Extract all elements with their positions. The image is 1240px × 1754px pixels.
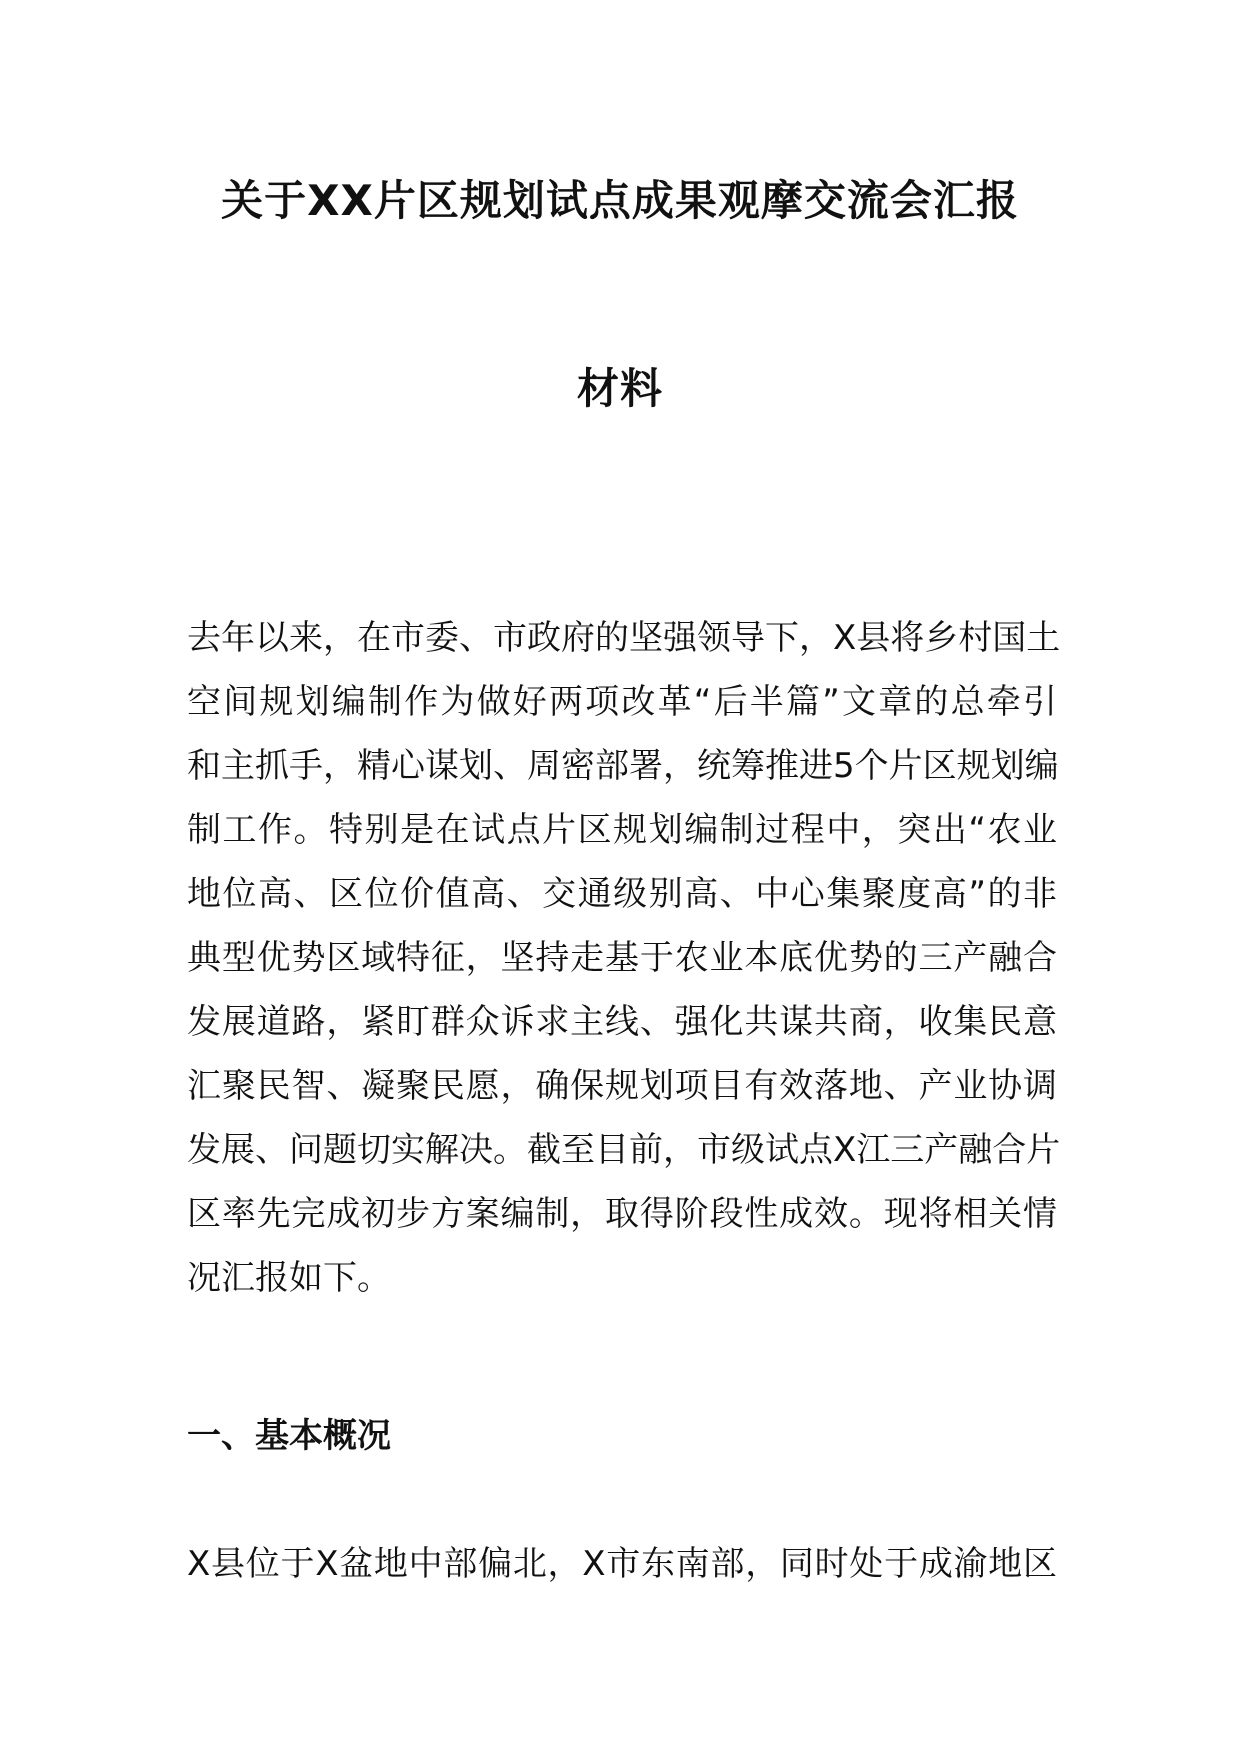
paragraph-line: 发展、问题切实解决。截至目前，市级试点X江三产融合片 <box>187 1130 1061 1170</box>
paragraph-line: 况汇报如下。 <box>187 1258 391 1298</box>
paragraph-line: 汇聚民智、凝聚民愿，确保规划项目有效落地、产业协调 <box>187 1066 1057 1106</box>
paragraph-line: 发展道路，紧盯群众诉求主线、强化共谋共商，收集民意 <box>187 1002 1057 1042</box>
document-title-line-2: 材料 <box>576 364 663 413</box>
paragraph-line: X县位于X盆地中部偏北，X市东南部，同时处于成渝地区 <box>187 1544 1057 1584</box>
document-title-line-1: 关于XX片区规划试点成果观摩交流会汇报 <box>221 176 1019 225</box>
paragraph-line: 去年以来，在市委、市政府的坚强领导下，X县将乡村国土 <box>187 618 1061 658</box>
paragraph-line: 制工作。特别是在试点片区规划编制过程中，突出“农业 <box>187 810 1057 850</box>
intro-paragraph <box>187 606 1061 1310</box>
paragraph-line: 典型优势区域特征，坚持走基于农业本底优势的三产融合 <box>187 938 1057 978</box>
paragraph-line: 区率先完成初步方案编制，取得阶段性成效。现将相关情 <box>187 1194 1057 1234</box>
section-paragraph <box>187 1532 1057 1596</box>
paragraph-line: 地位高、区位价值高、交通级别高、中心集聚度高”的非 <box>187 874 1057 914</box>
paragraph-line: 空间规划编制作为做好两项改革“后半篇”文章的总牵引 <box>187 682 1057 722</box>
paragraph-line: 和主抓手，精心谋划、周密部署，统筹推进5个片区规划编 <box>187 746 1059 786</box>
section-heading: 一、基本概况 <box>187 1416 391 1456</box>
